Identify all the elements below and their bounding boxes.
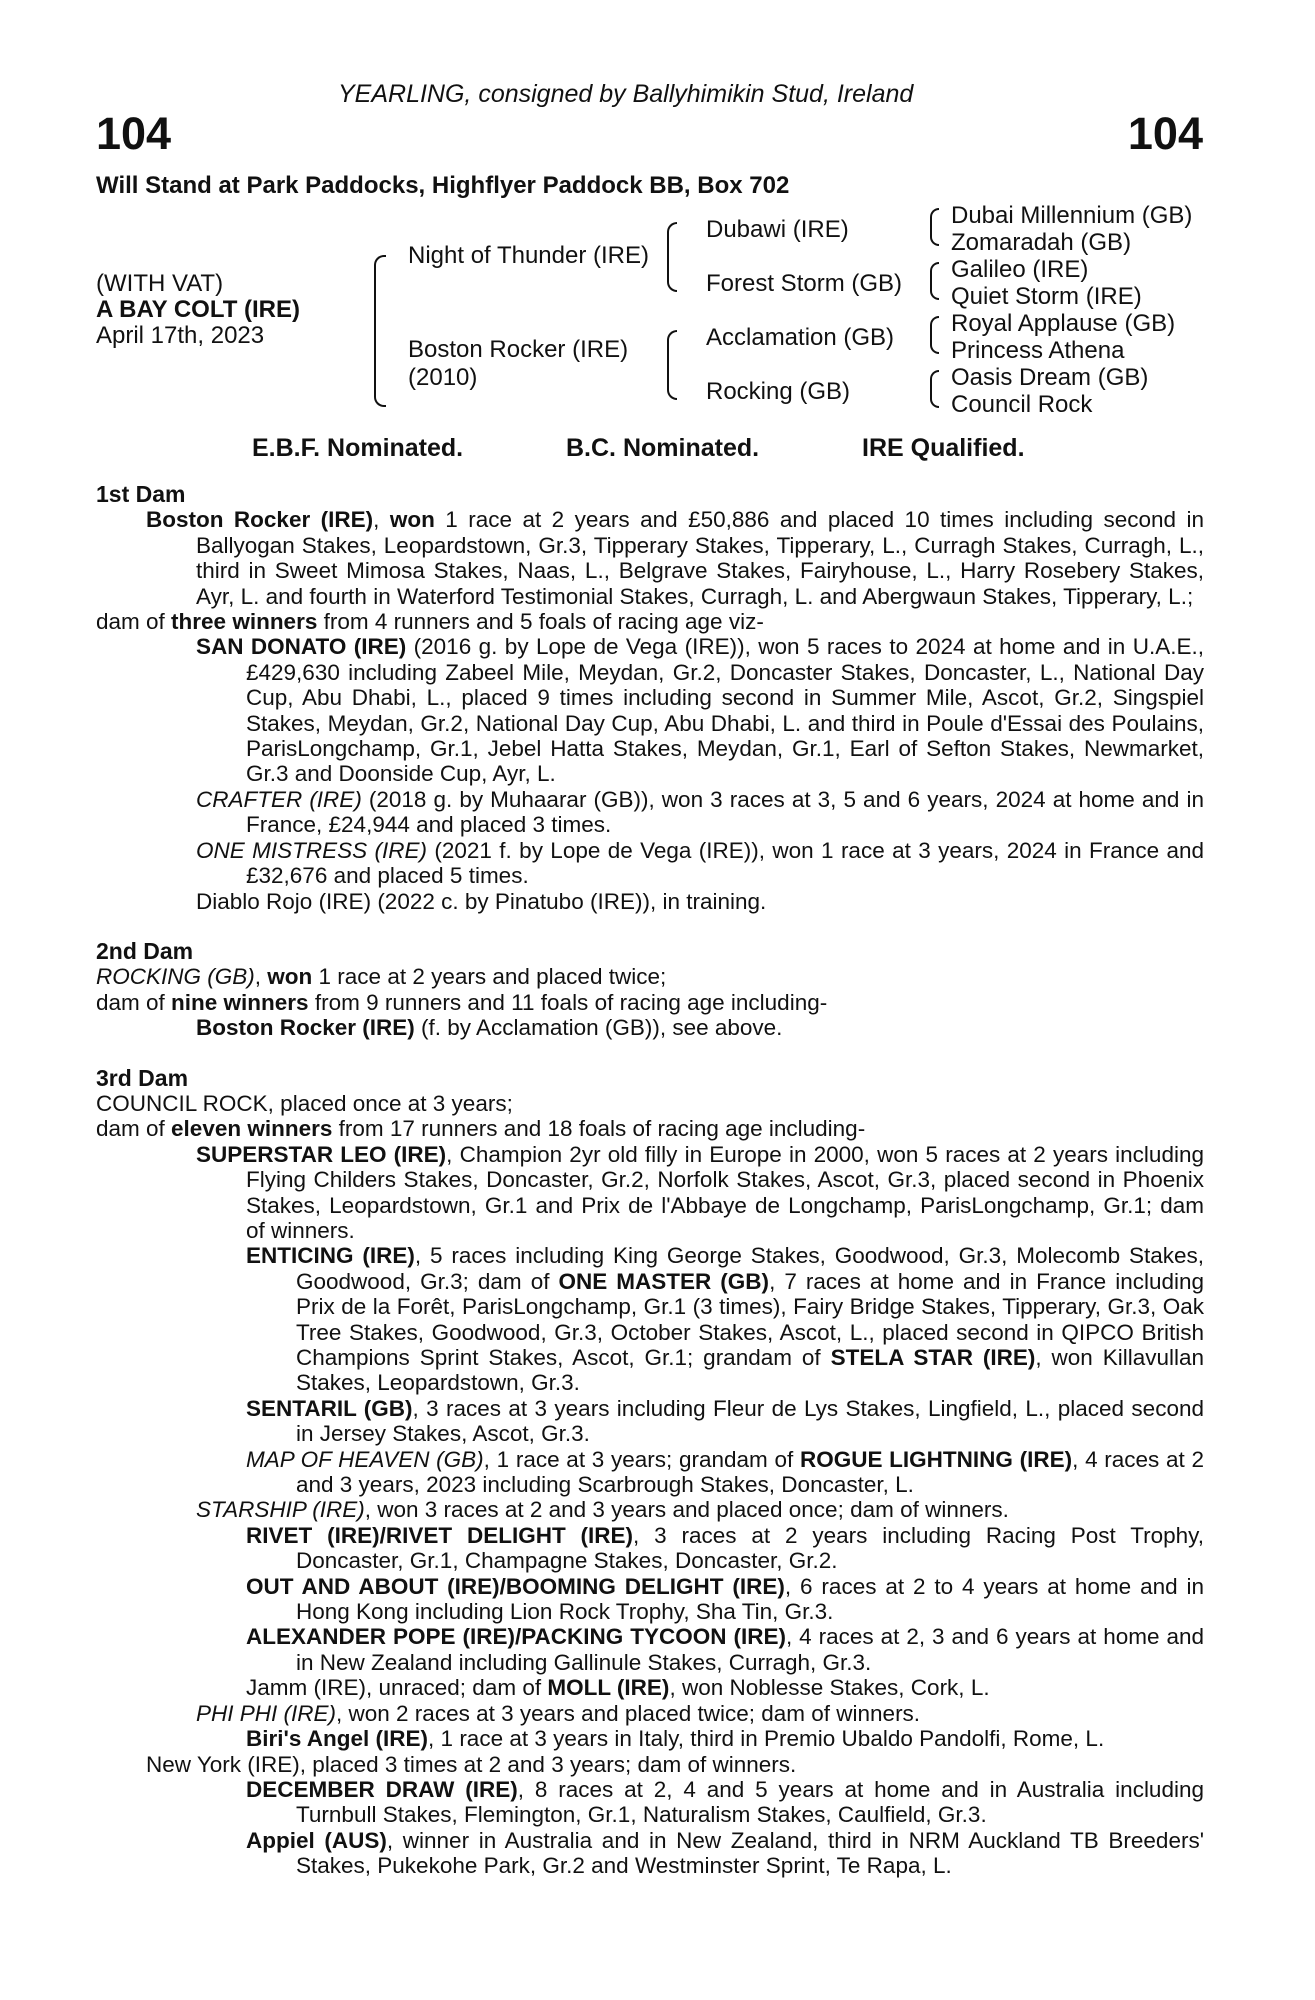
- progeny-phi-phi: [96, 1701, 1204, 1726]
- ire-qualified: IRE Qualified.: [862, 434, 1025, 462]
- progeny-new-york: New York (IRE), placed 3 times at 2 and 3 years; dam of winners.: [146, 1751, 797, 1777]
- progeny-name: ROGUE LIGHTNING (IRE): [799, 1446, 1073, 1472]
- third-dam-heading: 3rd Dam: [96, 1064, 189, 1091]
- third-dam-damof-post: from 17 runners and 18 foals of racing age including-: [332, 1116, 866, 1142]
- progeny-name: Biri's Angel (IRE): [246, 1726, 429, 1752]
- progeny-superstar-leo: [96, 1142, 1204, 1244]
- progeny-name: OUT AND ABOUT (IRE)/BOOMING DELIGHT (IRE): [246, 1573, 785, 1599]
- progeny-name: ONE MISTRESS (IRE): [196, 837, 428, 863]
- progeny-text: , 1 race at 3 years in Italy, third in Premio Ubaldo Pandolfi, Rome, L.: [428, 1726, 1105, 1752]
- second-dam-progeny: [96, 1015, 1204, 1040]
- progeny-alexander-pope: [96, 1624, 1204, 1675]
- progeny-text: , won Killavullan Stakes, Leopardstown, Gr.3.: [296, 1345, 1204, 1396]
- bracket-ds: [930, 316, 939, 354]
- third-dam-produce-summary: [96, 1116, 1204, 1141]
- second-dam-produce-summary: [96, 990, 1204, 1015]
- consignor-line: YEARLING, consigned by Ballyhimikin Stud, Ireland: [338, 80, 914, 108]
- horse-dob: April 17th, 2023: [96, 322, 265, 349]
- second-dam-heading: 2nd Dam: [96, 937, 194, 964]
- progeny-name: STARSHIP (IRE): [196, 1497, 365, 1523]
- bracket-ss: [930, 208, 939, 246]
- bracket-dam: [667, 330, 677, 400]
- second-dam-text: 1 race at 2 years and placed twice;: [312, 964, 667, 990]
- progeny-text: , 5 races including King George Stakes, Goodwood, Gr.3, Molecomb Stakes, Goodwood, Gr.3; dam of: [296, 1243, 1204, 1294]
- progeny-text: , 6 races at 2 to 4 years at home and in Hong Kong including Lion Rock Trophy, Sha Tin, Gr.3.: [296, 1573, 1204, 1625]
- progeny-name: ENTICING (IRE): [246, 1243, 415, 1269]
- horse-name: A BAY COLT (IRE): [96, 296, 301, 323]
- sire-name: Night of Thunder (IRE): [408, 242, 649, 269]
- progeny-text: , 3 races at 2 years including Racing Post Trophy, Doncaster, Gr.1, Champagne Stakes, Doncaster, Gr.2.: [296, 1522, 1204, 1574]
- third-dam-record: COUNCIL ROCK, placed once at 3 years;: [96, 1090, 513, 1116]
- progeny-name: ALEXANDER POPE (IRE)/PACKING TYCOON (IRE): [246, 1624, 786, 1650]
- progeny-name: SAN DONATO (IRE): [196, 634, 407, 660]
- progeny-text: , winner in Australia and in New Zealand, third in NRM Auckland TB Breeders' Stakes, Pukekohe Park, Gr.2 and Westminster Sprint, Te Rapa, L.: [296, 1827, 1204, 1879]
- second-dam-won: won: [267, 964, 313, 990]
- progeny-diablo-rojo: [96, 889, 1204, 914]
- ss-sire: Dubai Millennium (GB): [951, 202, 1193, 229]
- ds-sire: Royal Applause (GB): [951, 310, 1176, 337]
- progeny-text: , Champion 2yr old filly in Europe in 2000, won 5 races at 2 years including Flying Childers Stakes, Doncaster, Gr.2, Norfolk Stakes, Ascot, Gr.3, placed second in Phoenix Stakes, Leopardstown, Gr.1 and Prix de l'Abbaye de Longchamp, ParisLongchamp, Gr.1; dam of winners.: [246, 1141, 1204, 1243]
- dam-dam: Rocking (GB): [706, 378, 851, 405]
- progeny-name: SENTARIL (GB): [246, 1395, 413, 1421]
- progeny-text: , 1 race at 3 years; grandam of: [483, 1446, 800, 1472]
- bracket-main: [374, 255, 386, 407]
- progeny-december-draw: [96, 1777, 1204, 1828]
- first-dam-won: won: [389, 507, 435, 533]
- first-dam-record: Boston Rocker (IRE), won 1 race at 2 years and £50,886 and placed 10 times including second in Ballyogan Stakes, Leopardstown, Gr.3, Tipperary Stakes, Tipperary, L., Curragh Stakes, Curragh, L., third in Sweet Mimosa Stakes, Naas, L., Belgrave Stakes, Fairyhouse, L., Harry Rosebery Stakes, Ayr, L. and fourth in Waterford Testimonial Stakes, Curragh, L. and Abergwaun Stakes, Tipperary, L.;: [146, 507, 1204, 609]
- second-dam-damof-post: from 9 runners and 11 foals of racing age including-: [308, 989, 828, 1015]
- progeny-jamm: [96, 1675, 1204, 1700]
- progeny-name: ONE MASTER (GB): [558, 1268, 770, 1294]
- bracket-dd: [930, 370, 939, 408]
- progeny-text: (2016 g. by Lope de Vega (IRE)), won 5 races to 2024 at home and in U.A.E., £429,630 including Zabeel Mile, Meydan, Gr.2, Doncaster Stakes, Doncaster, L., National Day Cup, Abu Dhabi, L., placed 9 times including second in Summer Mile, Ascot, Gr.2, Singspiel Stakes, Meydan, Gr.2, National Day Cup, Abu Dhabi, L. and third in Poule d'Essai des Poulains, ParisLongchamp, Gr.1, Jebel Hatta Stakes, Meydan, Gr.1, Earl of Sefton Stakes, Newmarket, Gr.3 and Doonside Cup, Ayr, L.: [246, 634, 1204, 787]
- progeny-text: (2018 g. by Muhaarar (GB)), won 3 races at 3, 5 and 6 years, 2024 at home and in France, £24,944 and placed 3 times.: [246, 786, 1204, 838]
- third-dam-winners-count: eleven winners: [171, 1116, 333, 1142]
- progeny-name: Appiel (AUS): [246, 1827, 387, 1853]
- bc-nominated: B.C. Nominated.: [566, 434, 760, 462]
- third-dam-damof-pre: dam of: [96, 1116, 172, 1142]
- progeny-text: , won 2 races at 3 years and placed twice; dam of winners.: [336, 1700, 921, 1726]
- progeny-crafter: [96, 787, 1204, 838]
- second-dam-winners-count: nine winners: [171, 989, 309, 1015]
- progeny-biris-angel: [96, 1726, 1204, 1751]
- first-dam-winners-count: three winners: [171, 609, 318, 635]
- dd-sire: Oasis Dream (GB): [951, 364, 1149, 391]
- first-dam-heading: 1st Dam: [96, 481, 186, 507]
- progeny-appiel: [96, 1828, 1204, 1879]
- progeny-text: , 7 races at home and in France including Prix de la Forêt, ParisLongchamp, Gr.1 (3 times), Fairy Bridge Stakes, Tipperary, Gr.3, Oak Tree Stakes, Goodwood, Gr.3, October Stakes, Ascot, L., placed second in QIPCO British Champions Sprint Stakes, Ascot, Gr.1; grandam of: [296, 1268, 1205, 1370]
- lot-number-left: 104: [96, 108, 172, 159]
- first-dam-damof-post: from 4 runners and 5 foals of racing age viz-: [317, 609, 764, 635]
- progeny-name: Boston Rocker (IRE): [196, 1015, 415, 1041]
- progeny-name: STELA STAR (IRE): [830, 1345, 1036, 1370]
- vat-note: (WITH VAT): [96, 270, 224, 297]
- progeny-name: DECEMBER DRAW (IRE): [246, 1776, 518, 1802]
- progeny-enticing: [96, 1243, 1204, 1395]
- sire-dam: Forest Storm (GB): [706, 270, 903, 297]
- progeny-name: PHI PHI (IRE): [196, 1700, 337, 1726]
- dam-details: [96, 482, 1204, 1879]
- first-dam-name: Boston Rocker (IRE): [146, 507, 374, 533]
- progeny-text: , 8 races at 2, 4 and 5 years at home and in Australia including Turnbull Stakes, Flemington, Gr.1, Naturalism Stakes, Caulfield, Gr.3.: [296, 1776, 1204, 1828]
- progeny-text: (2021 f. by Lope de Vega (IRE)), won 1 race at 3 years, 2024 in France and £32,676 and placed 5 times.: [246, 837, 1204, 889]
- first-dam-produce-summary: [96, 609, 1204, 634]
- sire-sire: Dubawi (IRE): [706, 216, 849, 243]
- dam-year: (2010): [408, 364, 478, 391]
- progeny-starship: [96, 1497, 1204, 1522]
- progeny-name: CRAFTER (IRE): [196, 786, 362, 812]
- progeny-text: Jamm (IRE), unraced; dam of: [246, 1675, 548, 1701]
- progeny-name: MOLL (IRE): [547, 1675, 670, 1701]
- stand-location: Will Stand at Park Paddocks, Highflyer Paddock BB, Box 702: [96, 172, 790, 199]
- progeny-text: , won Noblesse Stakes, Cork, L.: [669, 1675, 990, 1701]
- bracket-sd: [930, 262, 939, 300]
- progeny-text: , 4 races at 2 and 3 years, 2023 including Scarbrough Stakes, Doncaster, L.: [296, 1446, 1204, 1498]
- dd-dam: Council Rock: [951, 391, 1093, 418]
- lot-number-right: 104: [1127, 108, 1203, 159]
- ebf-nominated: E.B.F. Nominated.: [252, 434, 464, 462]
- progeny-name: RIVET (IRE)/RIVET DELIGHT (IRE): [246, 1522, 634, 1548]
- second-dam-record: ROCKING (GB), won 1 race at 2 years and placed twice;: [96, 964, 667, 990]
- progeny-text: , 4 races at 2, 3 and 6 years at home and in New Zealand including Gallinule Stakes, Curragh, Gr.3.: [296, 1624, 1204, 1675]
- progeny-name: MAP OF HEAVEN (GB): [246, 1446, 484, 1472]
- first-dam-text: 1 race at 2 years and £50,886 and placed 10 times including second in Ballyogan Stakes, Leopardstown, Gr.3, Tipperary Stakes, Tipperary, L., Curragh Stakes, Curragh, L., third in Sweet Mimosa Stakes, Naas, L., Belgrave Stakes, Fairyhouse, L., Harry Rosebery Stakes, Ayr, L. and fourth in Waterford Testimonial Stakes, Curragh, L. and Abergwaun Stakes, Tipperary, L.;: [196, 507, 1204, 609]
- progeny-sentaril: [96, 1396, 1204, 1447]
- sd-sire: Galileo (IRE): [951, 256, 1089, 283]
- progeny-text: , 3 races at 3 years including Fleur de Lys Stakes, Lingfield, L., placed second in Jersey Stakes, Ascot, Gr.3.: [296, 1395, 1204, 1447]
- progeny-san-donato: [96, 634, 1204, 786]
- ds-dam: Princess Athena: [951, 337, 1125, 364]
- progeny-text: , won 3 races at 2 and 3 years and placed once; dam of winners.: [364, 1497, 1009, 1523]
- progeny-name: Diablo Rojo (IRE): [196, 888, 372, 914]
- second-dam-damof-pre: dam of: [96, 989, 172, 1015]
- progeny-text: (2022 c. by Pinatubo (IRE)), in training.: [371, 888, 767, 914]
- progeny-one-mistress: [96, 838, 1204, 889]
- bracket-sire: [667, 222, 677, 292]
- progeny-text: (f. by Acclamation (GB)), see above.: [414, 1015, 783, 1041]
- second-dam-name: ROCKING (GB): [96, 964, 255, 990]
- first-dam-damof-pre: dam of: [96, 609, 172, 635]
- progeny-map-of-heaven: [96, 1447, 1204, 1498]
- progeny-out-and-about: [96, 1574, 1204, 1625]
- dam-name: Boston Rocker (IRE): [408, 336, 629, 363]
- progeny-rivet: [96, 1523, 1204, 1574]
- sd-dam: Quiet Storm (IRE): [951, 283, 1142, 310]
- progeny-name: SUPERSTAR LEO (IRE): [196, 1141, 447, 1167]
- ss-dam: Zomaradah (GB): [951, 229, 1132, 256]
- dam-sire: Acclamation (GB): [706, 324, 895, 351]
